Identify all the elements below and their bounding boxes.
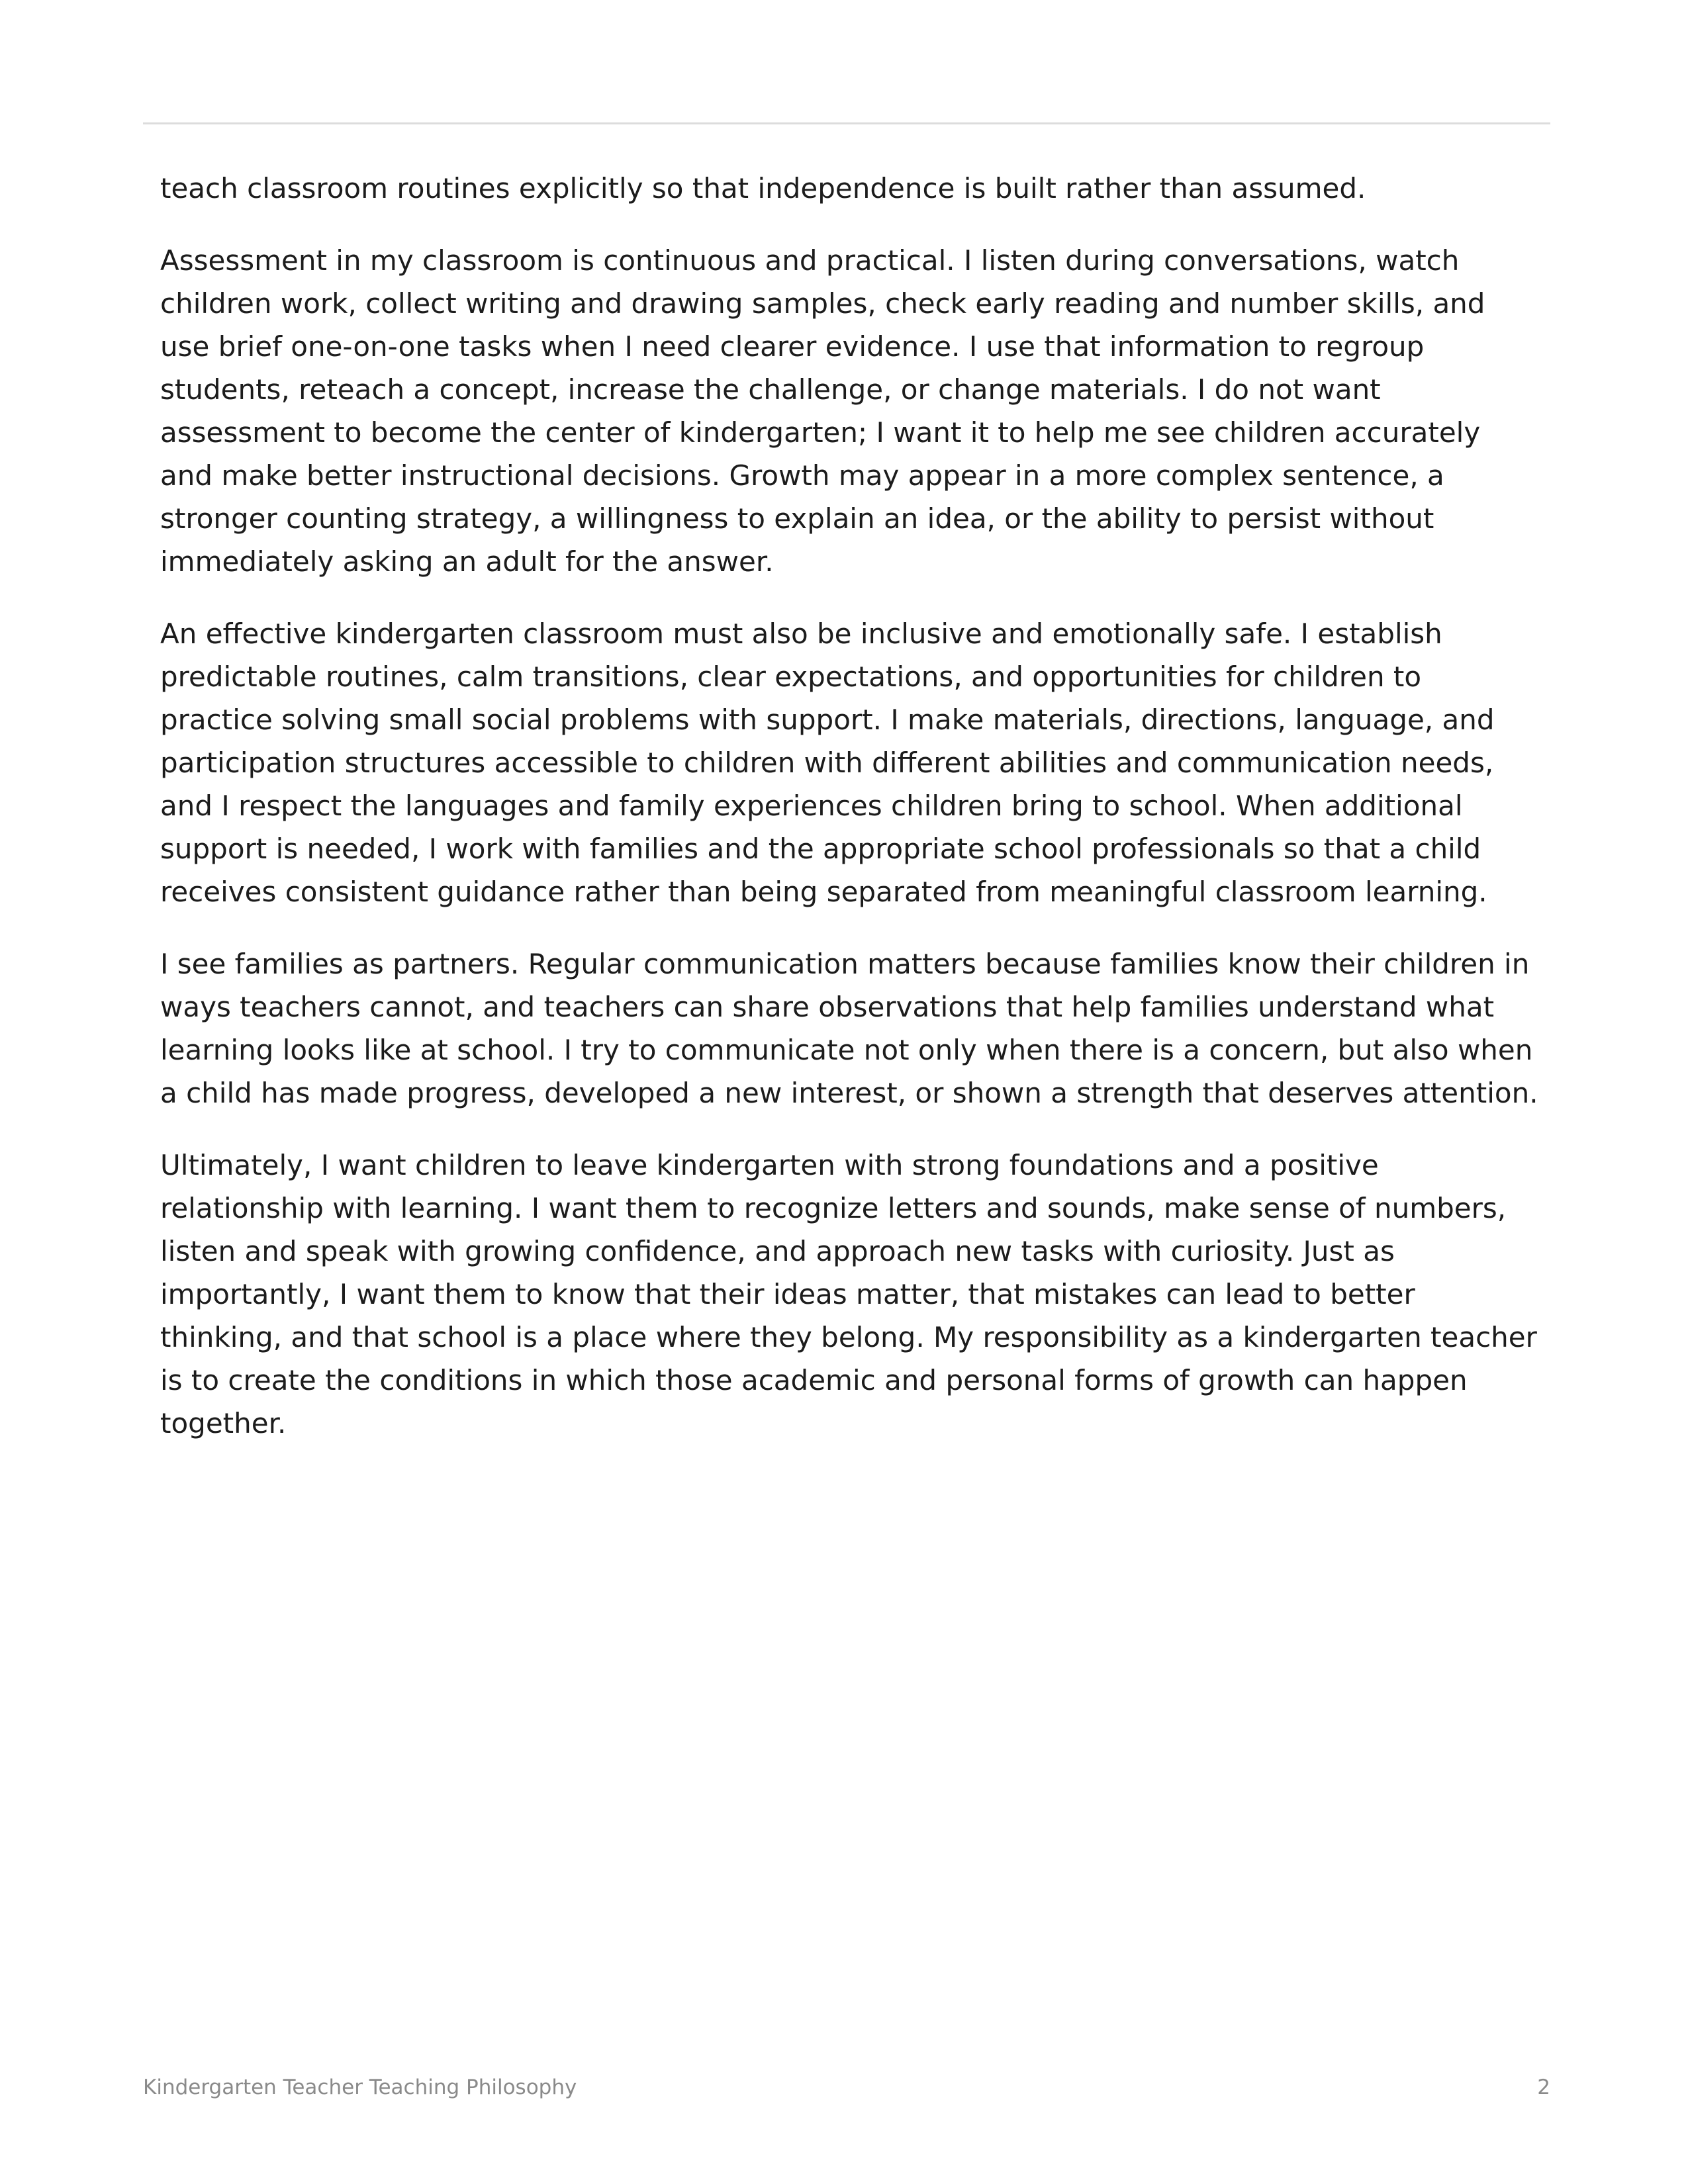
paragraph: Assessment in my classroom is continuous and practical. I listen during conversations, watch children work, collect writing and drawing samples, check early reading and number skills, and use brief one-on-one tasks when I need clearer evidence. I use that information to regroup students, reteach a concept, increase the challenge, or change materials. I do not want assessment to become the center of kindergarten; I want it to help me see children accurately and make better instructional decisions. Growth may appear in a more complex sentence, a stronger counting strategy, a willingness to explain an idea, or the ability to persist without immediately asking an adult for the answer. xyxy=(160,244,1485,578)
footer-page-number: 2 xyxy=(1537,2075,1550,2099)
footer-document-title: Kindergarten Teacher Teaching Philosophy xyxy=(143,2075,577,2099)
paragraph: Ultimately, I want children to leave kindergarten with strong foundations and a positive relationship with learning. I want them to recognize letters and sounds, make sense of numbers, listen and speak with growing confidence, and approach new tasks with curiosity. Just as importantly, I want them to know that their ideas matter, that mistakes can lead to better thinking, and that school is a place where they belong. My responsibility as a kindergarten teacher is to create the conditions in which those academic and personal forms of growth can happen together. xyxy=(160,1149,1537,1439)
paragraph: I see families as partners. Regular communication matters because families know their children in ways teachers cannot, and teachers can share observations that help families understand what learning looks like at school. I try to communicate not only when there is a concern, but also when a child has made progress, developed a new interest, or shown a strength that deserves attention. xyxy=(160,948,1538,1109)
paragraph: An effective kindergarten classroom must also be inclusive and emotionally safe. I establish predictable routines, calm transitions, clear expectations, and opportunities for children to practice solving small social problems with support. I make materials, directions, language, and participation structures accessible to children with different abilities and communication needs, and I respect the languages and family experiences children bring to school. When additional support is needed, I work with families and the appropriate school professionals so that a child receives consistent guidance rather than being separated from meaningful classroom learning. xyxy=(160,617,1495,908)
paragraph: teach classroom routines explicitly so that independence is built rather than assumed. xyxy=(160,172,1366,205)
document-body xyxy=(160,167,1538,1474)
header-divider xyxy=(143,122,1550,124)
